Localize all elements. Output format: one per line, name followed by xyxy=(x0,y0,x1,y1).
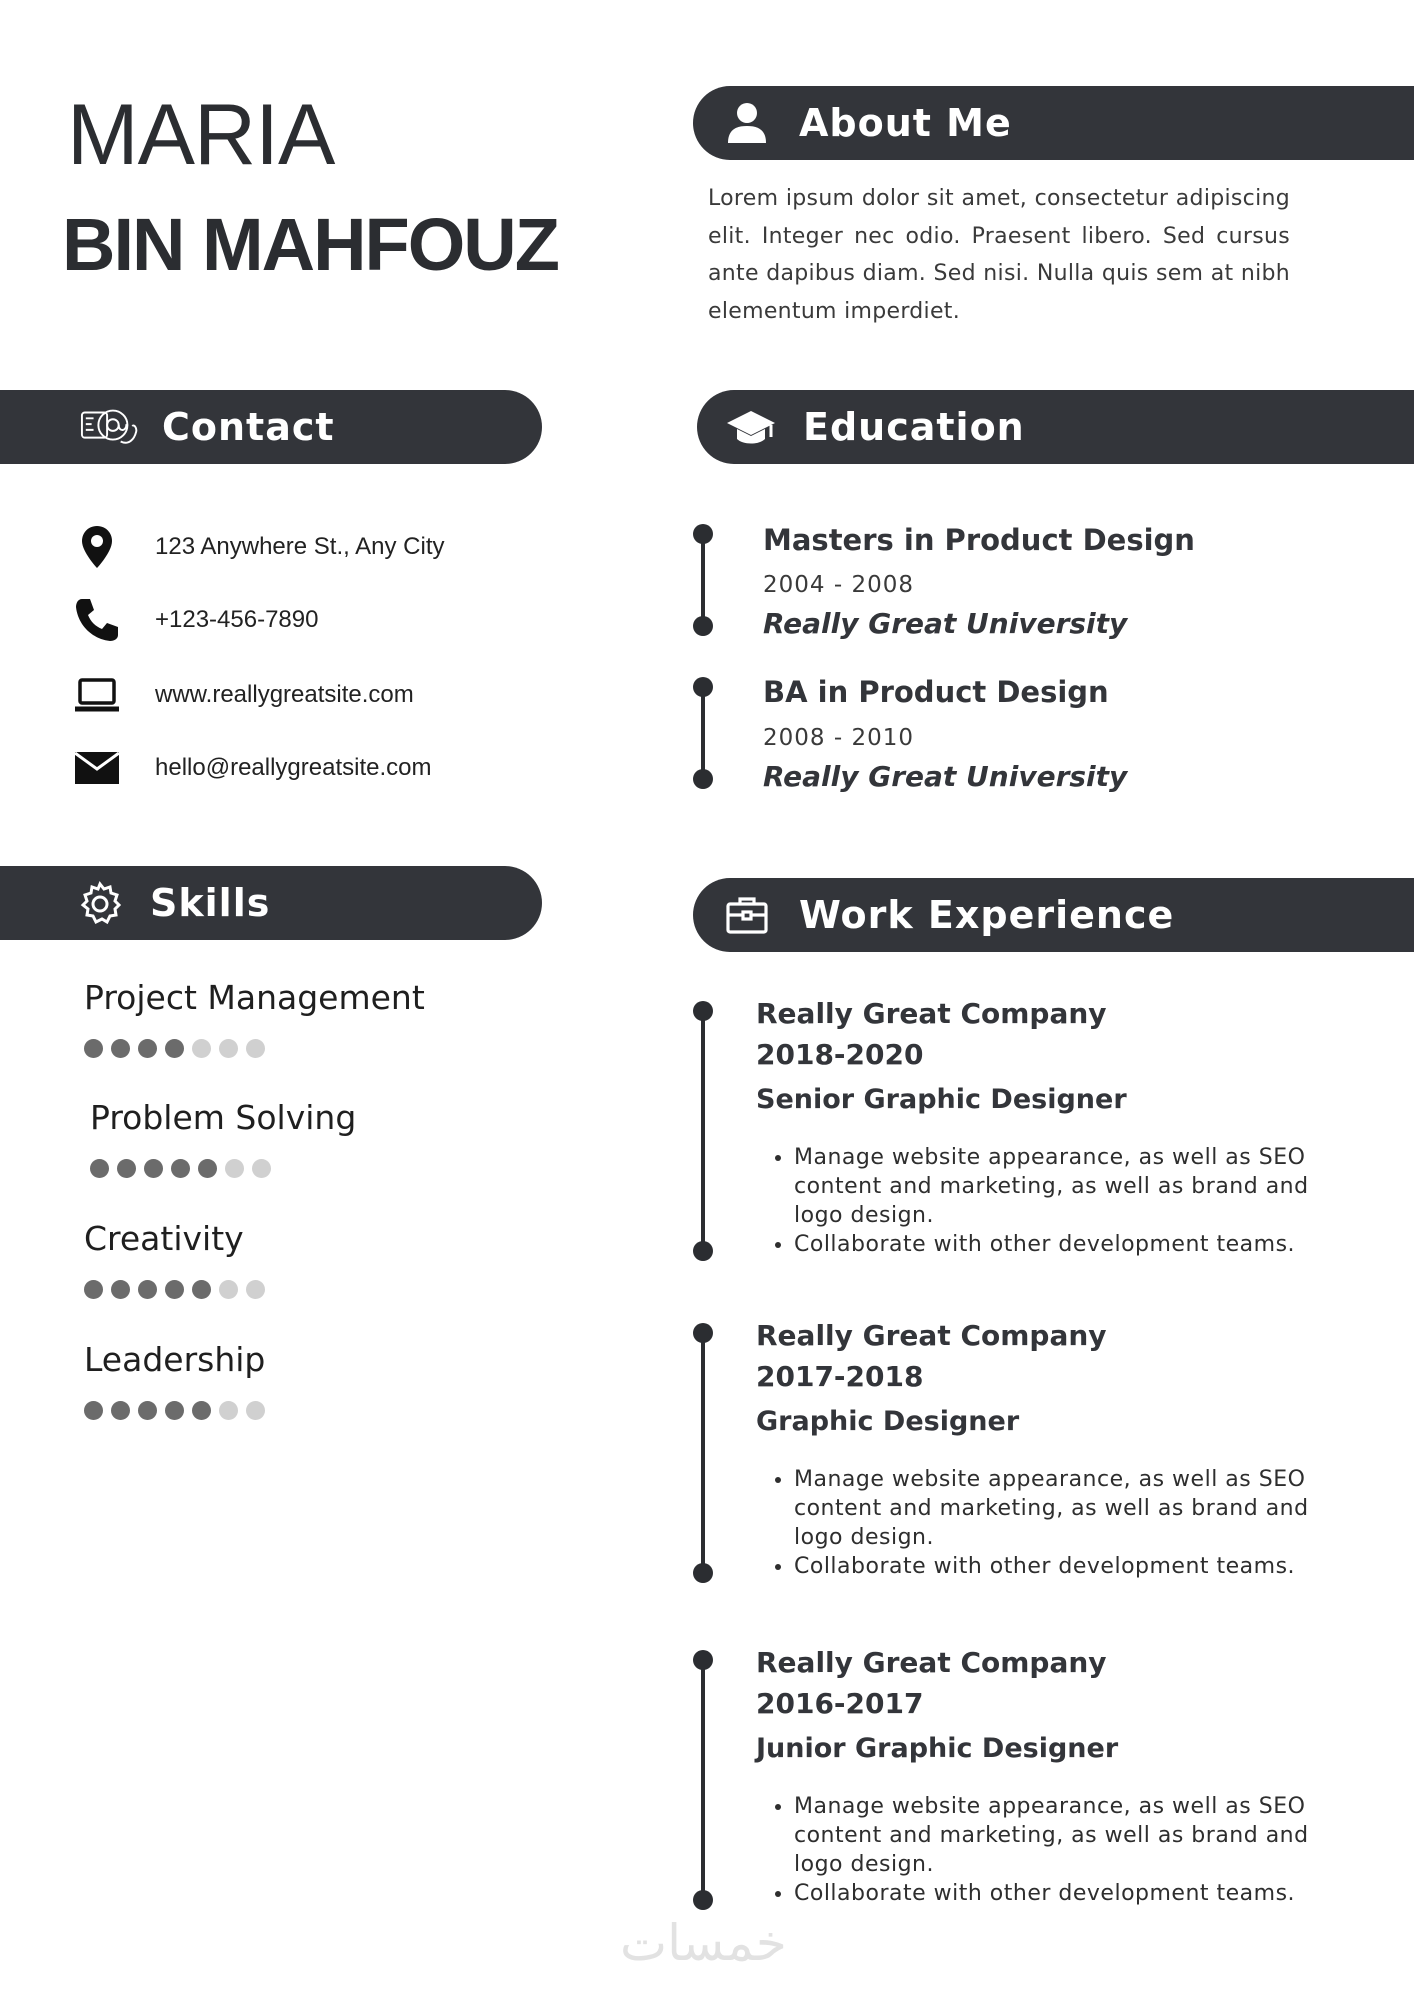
skill-rating xyxy=(84,1401,265,1420)
job-bullet: • Manage website appearance, as well as SEO content and marketing, as well as brand and logo design. xyxy=(794,1465,1354,1552)
rating-dot-empty xyxy=(246,1039,265,1058)
rating-dot-filled xyxy=(165,1039,184,1058)
job-bullets xyxy=(756,1792,1354,1908)
about-header xyxy=(693,86,1414,160)
work-header xyxy=(693,878,1414,952)
job-company: Really Great Company xyxy=(756,1646,1107,1679)
rating-dot-filled xyxy=(84,1280,103,1299)
job-bullet: • Collaborate with other development teams. xyxy=(794,1879,1354,1908)
rating-dot-empty xyxy=(219,1401,238,1420)
first-name: MARIA xyxy=(67,87,335,183)
contact-address-text: 123 Anywhere St., Any City xyxy=(155,533,445,560)
contact-email xyxy=(74,745,431,791)
skill-name: Creativity xyxy=(84,1219,244,1258)
skill-name: Problem Solving xyxy=(90,1098,357,1137)
rating-dot-empty xyxy=(225,1159,244,1178)
job-bullet: • Manage website appearance, as well as SEO content and marketing, as well as brand and logo design. xyxy=(794,1792,1354,1879)
rating-dot-filled xyxy=(138,1401,157,1420)
rating-dot-empty xyxy=(219,1280,238,1299)
contact-heading: Contact xyxy=(162,405,335,449)
education-school: Really Great University xyxy=(763,760,1128,793)
job-role: Junior Graphic Designer xyxy=(756,1733,1119,1764)
skill-project-management xyxy=(84,978,425,1058)
contact-phone-text: +123-456-7890 xyxy=(155,606,319,633)
rating-dot-empty xyxy=(252,1159,271,1178)
job-role: Senior Graphic Designer xyxy=(756,1084,1127,1115)
rating-dot-empty xyxy=(192,1039,211,1058)
rating-dot-filled xyxy=(171,1159,190,1178)
timeline-line xyxy=(701,1011,705,1251)
contact-email-text: hello@reallygreatsite.com xyxy=(155,754,432,781)
contact-address xyxy=(74,524,445,570)
last-name: BIN MAHFOUZ xyxy=(62,203,558,286)
education-school: Really Great University xyxy=(763,607,1128,640)
rating-dot-filled xyxy=(117,1159,136,1178)
education-years: 2004 - 2008 xyxy=(763,572,914,598)
job-company: Really Great Company xyxy=(756,997,1107,1030)
rating-dot-filled xyxy=(111,1280,130,1299)
rating-dot-filled xyxy=(90,1159,109,1178)
rating-dot-filled xyxy=(111,1401,130,1420)
work-heading: Work Experience xyxy=(799,893,1175,937)
timeline-dot xyxy=(693,1890,713,1910)
rating-dot-empty xyxy=(246,1280,265,1299)
laptop-icon xyxy=(74,672,120,718)
skill-rating xyxy=(90,1159,356,1178)
rating-dot-filled xyxy=(192,1401,211,1420)
job-company: Really Great Company xyxy=(756,1319,1107,1352)
skill-problem-solving xyxy=(90,1098,356,1178)
phone-icon xyxy=(74,597,120,643)
timeline-line xyxy=(701,687,705,779)
contact-website-text: www.reallygreatsite.com xyxy=(155,681,414,708)
skills-header xyxy=(0,866,542,940)
job-bullet: • Collaborate with other development teams. xyxy=(794,1552,1354,1581)
skills-heading: Skills xyxy=(150,881,271,925)
skill-creativity xyxy=(84,1219,265,1299)
graduation-cap-icon xyxy=(721,402,781,452)
job-bullets xyxy=(756,1143,1354,1259)
job-bullets xyxy=(756,1465,1354,1581)
watermark: خمسات xyxy=(620,1914,787,1972)
education-years: 2008 - 2010 xyxy=(763,725,914,751)
about-heading: About Me xyxy=(799,101,1012,145)
contact-website xyxy=(74,672,414,718)
education-heading: Education xyxy=(803,405,1025,449)
rating-dot-filled xyxy=(138,1039,157,1058)
rating-dot-filled xyxy=(144,1159,163,1178)
education-degree: Masters in Product Design xyxy=(763,523,1195,557)
about-text: Lorem ipsum dolor sit amet, consectetur adipiscing elit. Integer nec odio. Praesent libero. Sed cursus ante dapibus diam. Sed nisi. Nulla quis sem at nibh elementum imperdiet. xyxy=(708,186,1290,324)
person-icon xyxy=(717,98,777,148)
rating-dot-filled xyxy=(198,1159,217,1178)
contact-at-icon xyxy=(80,402,140,452)
envelope-icon xyxy=(74,745,120,791)
contact-header xyxy=(0,390,542,464)
timeline-dot xyxy=(693,769,713,789)
job-years: 2017-2018 xyxy=(756,1360,924,1393)
rating-dot-filled xyxy=(84,1039,103,1058)
briefcase-icon xyxy=(717,890,777,940)
timeline-line xyxy=(701,534,705,626)
education-header xyxy=(697,390,1414,464)
job-years: 2018-2020 xyxy=(756,1038,924,1071)
rating-dot-filled xyxy=(138,1280,157,1299)
rating-dot-filled xyxy=(111,1039,130,1058)
skill-name: Project Management xyxy=(84,978,425,1017)
education-degree: BA in Product Design xyxy=(763,675,1109,709)
gear-icon xyxy=(76,878,124,928)
job-years: 2016-2017 xyxy=(756,1687,924,1720)
rating-dot-filled xyxy=(84,1401,103,1420)
rating-dot-filled xyxy=(165,1401,184,1420)
contact-phone xyxy=(74,597,318,643)
job-bullet: • Collaborate with other development teams. xyxy=(794,1230,1354,1259)
rating-dot-filled xyxy=(192,1280,211,1299)
rating-dot-empty xyxy=(219,1039,238,1058)
rating-dot-filled xyxy=(165,1280,184,1299)
timeline-line xyxy=(701,1333,705,1573)
timeline-dot xyxy=(693,1241,713,1261)
job-role: Graphic Designer xyxy=(756,1406,1020,1437)
timeline-dot xyxy=(693,1563,713,1583)
timeline-dot xyxy=(693,616,713,636)
skill-name: Leadership xyxy=(84,1340,266,1379)
timeline-line xyxy=(701,1660,705,1900)
map-pin-icon xyxy=(74,524,120,570)
skill-rating xyxy=(84,1039,425,1058)
job-bullet: • Manage website appearance, as well as SEO content and marketing, as well as brand and logo design. xyxy=(794,1143,1354,1230)
rating-dot-empty xyxy=(246,1401,265,1420)
skill-rating xyxy=(84,1280,265,1299)
skill-leadership xyxy=(84,1340,265,1420)
